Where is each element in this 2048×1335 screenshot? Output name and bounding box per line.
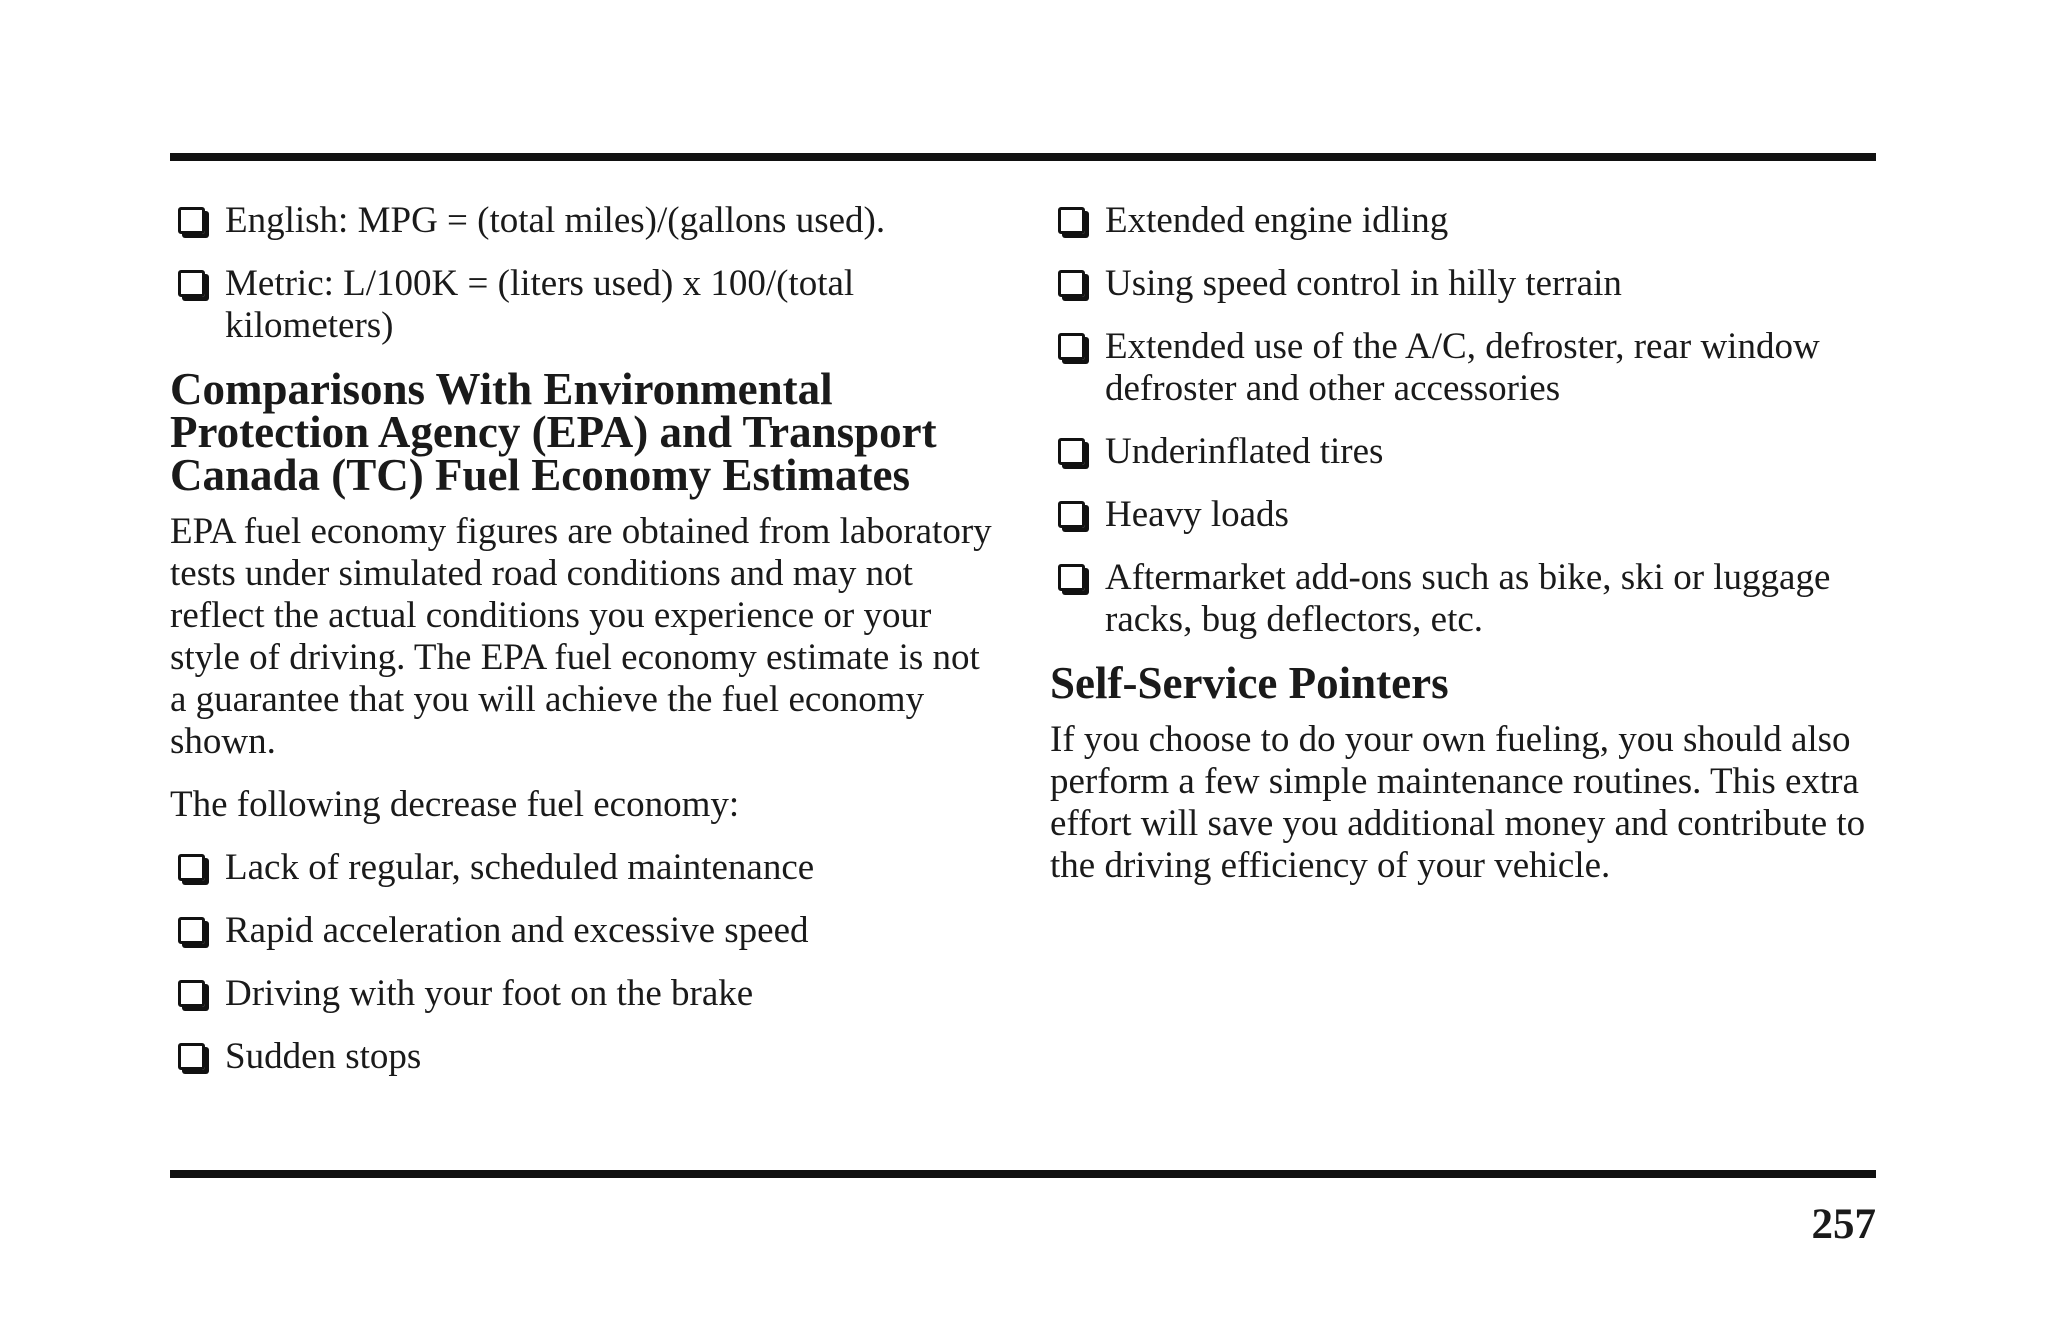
- section-heading-self-service: Self-Service Pointers: [1050, 658, 1449, 708]
- page-number: 257: [1811, 1201, 1876, 1248]
- checkbox-bullet-icon: [178, 207, 205, 234]
- checkbox-bullet-icon: [1058, 333, 1085, 360]
- left-column: [170, 200, 1000, 1099]
- list-item: [178, 910, 1000, 952]
- list-item: [1058, 326, 1880, 410]
- list-item: [178, 263, 1000, 347]
- checkbox-bullet-icon: [1058, 564, 1085, 591]
- factor-text: Extended use of the A/C, defroster, rear window defroster and other accessories: [1105, 326, 1820, 409]
- factor-text: Aftermarket add-ons such as bike, ski or luggage racks, bug deflectors, etc.: [1105, 557, 1831, 640]
- checkbox-bullet-icon: [178, 917, 205, 944]
- formula-english: English: MPG = (total miles)/(gallons used).: [225, 200, 886, 241]
- factor-text: Driving with your foot on the brake: [225, 973, 754, 1014]
- factor-text: Lack of regular, scheduled maintenance: [225, 847, 815, 888]
- factor-text: Rapid acceleration and excessive speed: [225, 910, 809, 951]
- bottom-rule: [170, 1170, 1876, 1178]
- checkbox-bullet-icon: [178, 854, 205, 881]
- list-item: [178, 1036, 1000, 1078]
- paragraph-epa: EPA fuel economy figures are obtained from laboratory tests under simulated road conditions and may not reflect the actual conditions you experience or your style of driving. The EPA fuel economy estimate is not a guarantee that you will achieve the fuel economy shown.: [170, 511, 992, 762]
- checkbox-bullet-icon: [1058, 501, 1085, 528]
- formula-metric: Metric: L/100K = (liters used) x 100/(total kilometers): [225, 263, 855, 346]
- checkbox-bullet-icon: [1058, 438, 1085, 465]
- factor-text: Sudden stops: [225, 1036, 422, 1077]
- list-item: [1058, 494, 1880, 536]
- paragraph-intro: The following decrease fuel economy:: [170, 784, 740, 825]
- paragraph-self-service: If you choose to do your own fueling, you should also perform a few simple maintenance routines. This extra effort will save you additional money and contribute to the driving efficiency of your vehicle.: [1050, 719, 1866, 886]
- list-item: [1058, 200, 1880, 242]
- right-column: [1050, 200, 1880, 908]
- list-item: [1058, 557, 1880, 641]
- list-item: [1058, 431, 1880, 473]
- checkbox-bullet-icon: [1058, 207, 1085, 234]
- top-rule: [170, 153, 1876, 161]
- list-item: [178, 973, 1000, 1015]
- factor-text: Using speed control in hilly terrain: [1105, 263, 1622, 304]
- list-item: [178, 847, 1000, 889]
- list-item: [1058, 263, 1880, 305]
- checkbox-bullet-icon: [178, 1043, 205, 1070]
- checkbox-bullet-icon: [1058, 270, 1085, 297]
- factor-text: Heavy loads: [1105, 494, 1289, 535]
- factor-text: Extended engine idling: [1105, 200, 1449, 241]
- checkbox-bullet-icon: [178, 980, 205, 1007]
- section-heading-epa-comparison: Comparisons With Environmental Protection Agency (EPA) and Transport Canada (TC) Fuel Economy Estimates: [170, 364, 937, 500]
- checkbox-bullet-icon: [178, 270, 205, 297]
- factor-text: Underinflated tires: [1105, 431, 1384, 472]
- list-item: [178, 200, 1000, 242]
